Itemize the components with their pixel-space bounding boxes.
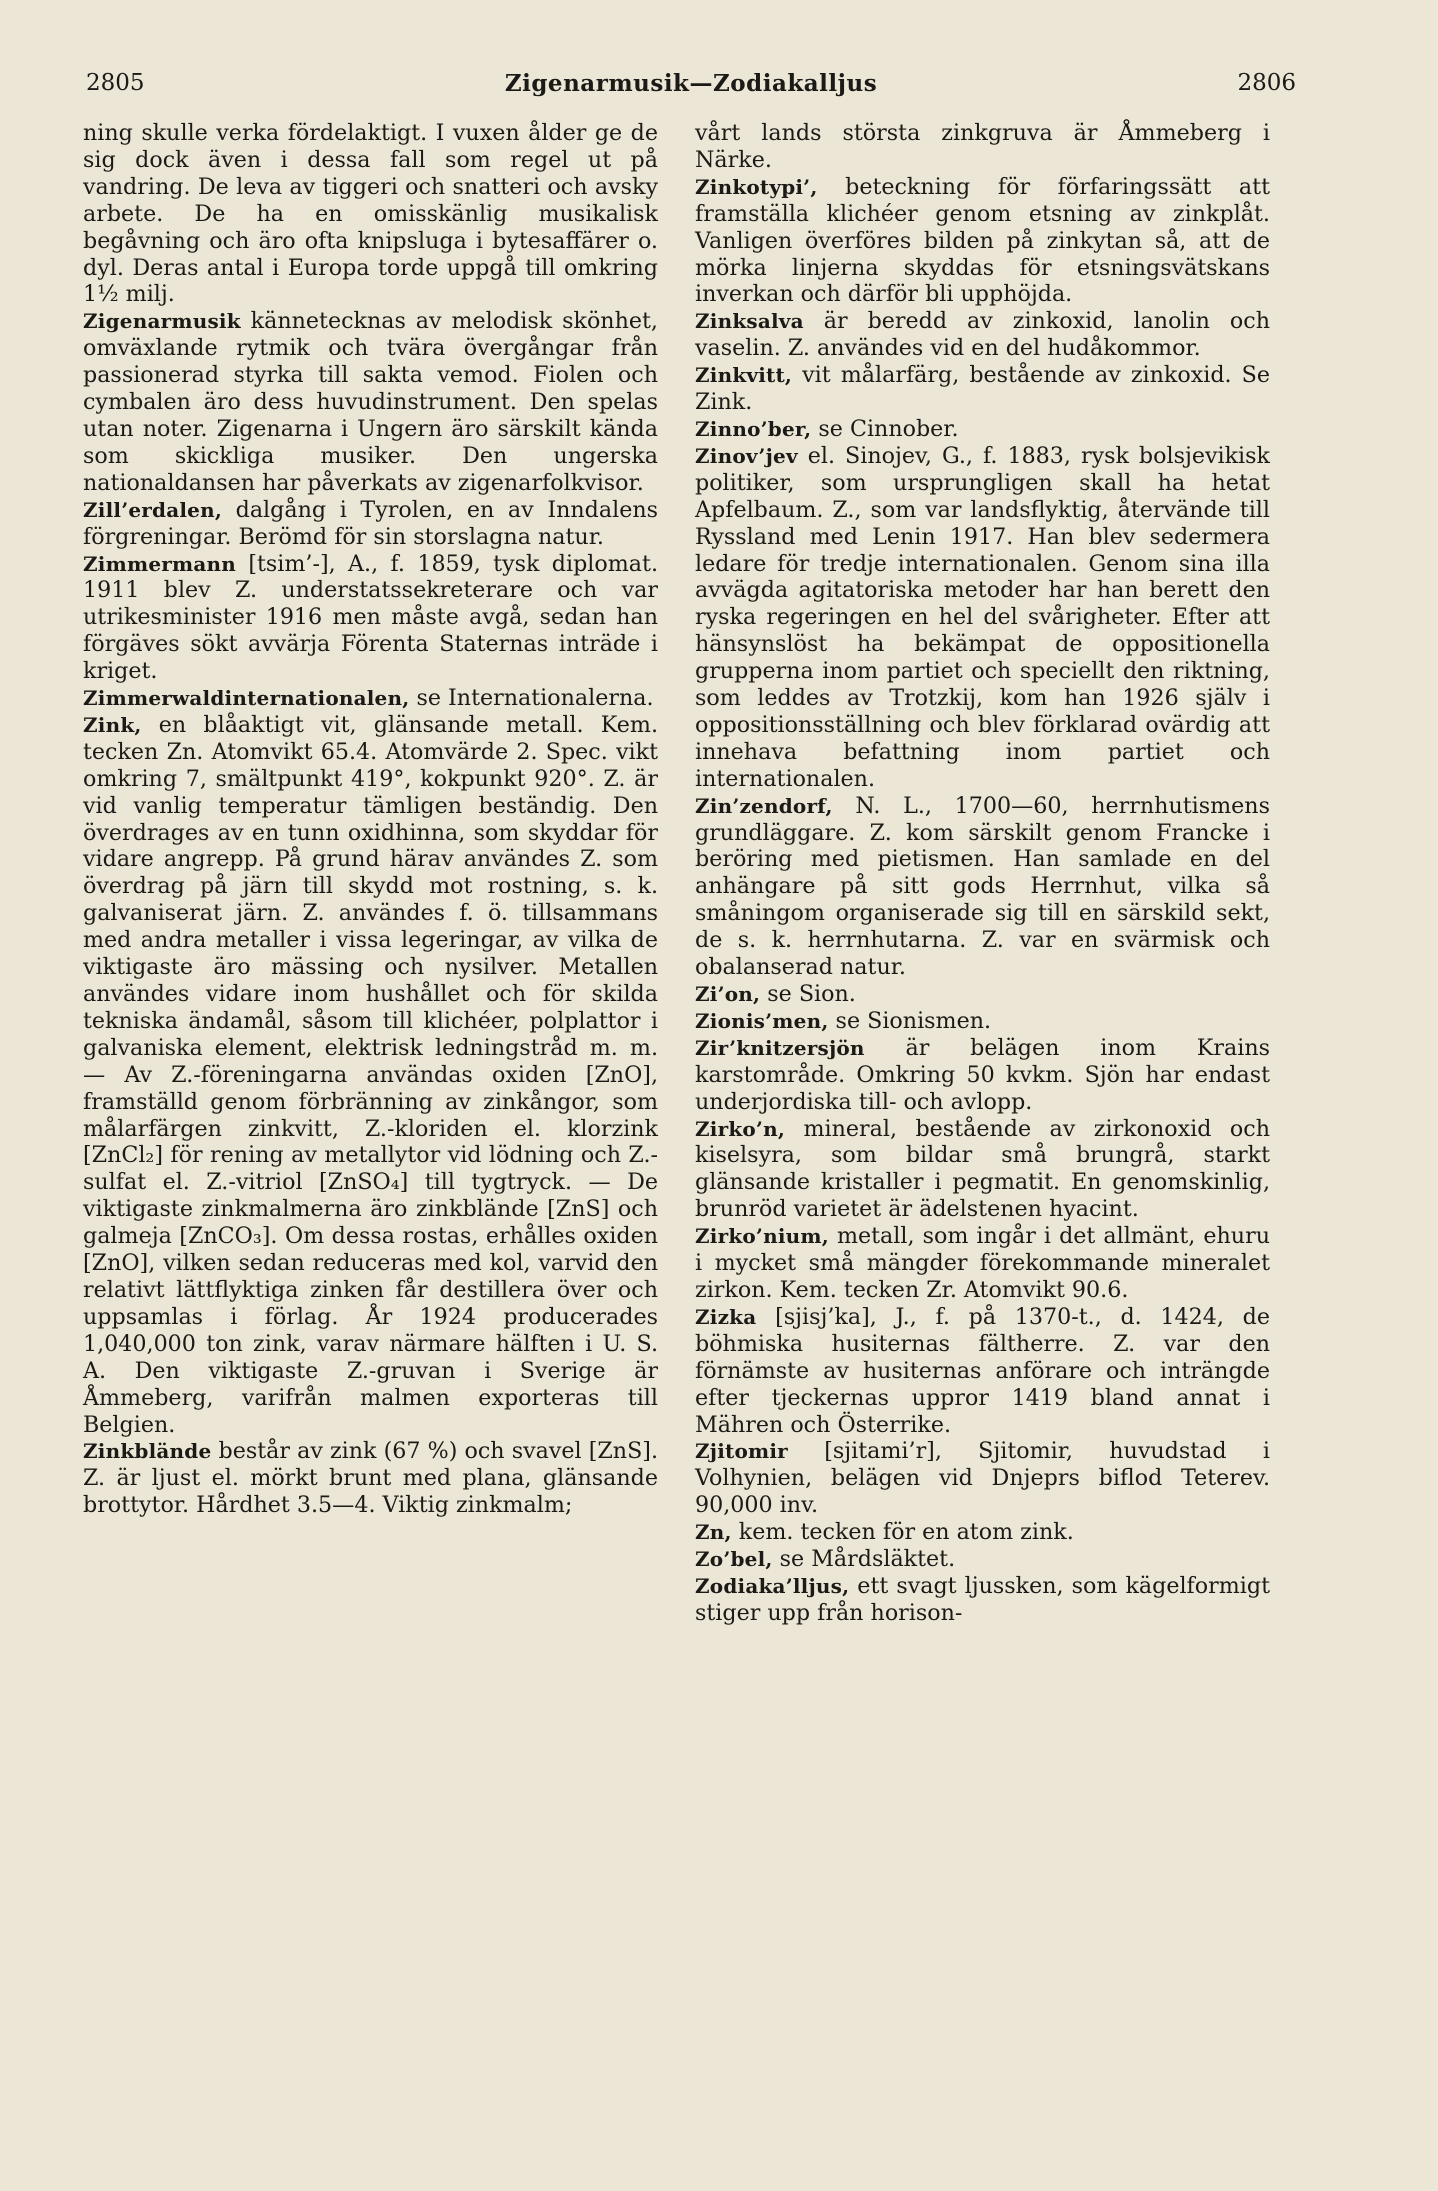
dictionary-entry (83, 685, 658, 712)
entry-text: metall, som ingår i det allmänt, ehuru i mycket små mängder förekommande mineralet zirkon. Kem. tecken Zr. Atomvikt 90.6. (695, 1223, 1270, 1303)
dictionary-entry (83, 712, 658, 1438)
entry-headword: Zinno’ber, (695, 416, 812, 441)
dictionary-entry (83, 1438, 658, 1519)
dictionary-entry (695, 1223, 1270, 1304)
dictionary-entry (695, 1116, 1270, 1224)
entry-headword: Zizka (695, 1304, 757, 1329)
entry-text: se Sionismen. (828, 1007, 992, 1034)
entry-headword: Zink, (83, 712, 142, 737)
dictionary-entry (695, 120, 1270, 174)
dictionary-entry (695, 1438, 1270, 1519)
entry-text: N. L., 1700—60, herrnhutismens grundläggare. Z. kom särskilt genom Francke i beröring med pietismen. Han samlade en del anhängare på sitt gods Herrnhut, vilka så småningom organiserade sig till en särskild sekt, de s. k. herrnhutarna. Z. var en svärmisk och obalanserad natur. (695, 792, 1270, 981)
entry-text: [tsim’-], A., f. 1859, tysk diplomat. 1911 blev Z. understatssekreterare och var utrikesminister 1916 men måste avgå, sedan han förgäves sökt avvärja Förenta Staternas inträde i kriget. (83, 550, 658, 685)
entry-headword: Zirko’nium, (695, 1224, 829, 1249)
entry-text: se Cinnober. (811, 415, 959, 442)
entry-text: se Sion. (760, 981, 856, 1007)
entry-headword: Zimmermann (83, 551, 236, 576)
dictionary-entry (695, 1008, 1270, 1035)
entry-text: är belägen inom Krains karstområde. Omkring 50 kvkm. Sjön har endast underjordiska till- och avlopp. (695, 1034, 1270, 1115)
entry-headword: Zinkblände (83, 1439, 212, 1464)
dictionary-entry (695, 1304, 1270, 1439)
entry-text: vårt lands största zinkgruva är Åmmeberg i Närke. (695, 120, 1270, 173)
entry-text: ning skulle verka fördelaktigt. I vuxen ålder ge de sig dock även i dessa fall som regel ut på vandring. De leva av tiggeri och snatteri och avsky arbete. De ha en omisskänlig musikalisk begåvning och äro ofta knipsluga i bytesaffärer o. dyl. Deras antal i Europa torde uppgå till omkring 1½ milj. (83, 120, 658, 308)
entry-headword: Zi’on, (695, 982, 761, 1006)
dictionary-entry (83, 497, 658, 551)
entry-headword: Zinksalva (695, 309, 804, 334)
dictionary-entry (695, 308, 1270, 362)
entry-text: se Mårdsläktet. (772, 1546, 956, 1573)
dictionary-entry (83, 551, 658, 686)
dictionary-entry (83, 308, 658, 496)
entry-text: [sjitami’r], Sjitomir, huvudstad i Volhynien, belägen vid Dnjeprs biflod Teterev. 90,000 inv. (695, 1438, 1270, 1519)
dictionary-entry (695, 1035, 1270, 1116)
entry-headword: Zodiaka’lljus, (695, 1573, 850, 1598)
entry-text: ett svagt ljussken, som kägelformigt stiger upp från horison- (695, 1572, 1270, 1626)
dictionary-entry (695, 1519, 1270, 1546)
left-column (83, 120, 658, 1519)
dictionary-entry (695, 362, 1270, 416)
entry-headword: Zo’bel, (695, 1547, 773, 1572)
entry-headword: Zimmerwaldinternationalen, (83, 686, 410, 711)
page-header (86, 70, 1296, 100)
entry-text: el. Sinojev, G., f. 1883, rysk bolsjevikisk politiker, som ursprungligen skall ha hetat Apfelbaum. Z., som var landsflyktig, återvände till Ryssland med Lenin 1917. Han blev sedermera ledare för tredje internationalen. Genom sina illa avvägda agitatoriska metoder har han berett den ryska regeringen en hel del svårigheter. Efter att hänsynslöst ha bekämpat de oppositionella grupperna inom partiet och speciellt den riktning, som leddes av Trotzkij, kom han 1926 själv i oppositionsställning och blev förklarad ovärdig att innehava befattning inom partiet och internationalen. (695, 442, 1270, 792)
entry-headword: Zinov’jev (695, 443, 798, 468)
page-number-left: 2805 (86, 70, 145, 96)
dictionary-entry (695, 416, 1270, 443)
entry-headword: Zir’knitzersjön (695, 1035, 865, 1060)
entry-headword: Zjitomir (695, 1439, 788, 1464)
entry-headword: Zinkvitt, (695, 363, 793, 388)
entry-text: [sjisj’ka], J., f. på 1370-t., d. 1424, de böhmiska husiternas fältherre. Z. var den förnämste av husiternas anförare och inträngde efter tjeckernas uppror 1419 bland annat i Mähren och Österrike. (695, 1303, 1270, 1438)
dictionary-entry (83, 120, 658, 308)
entry-headword: Zn, (695, 1520, 732, 1545)
entry-text: en blåaktigt vit, glänsande metall. Kem. tecken Zn. Atomvikt 65.4. Atomvärde 2. Spec. vikt omkring 7, smältpunkt 419°, kokpunkt 920°. Z. är vid vanlig temperatur tämligen beständig. Den överdrages av en tunn oxidhinna, som skyddar för vidare angrepp. På grund härav användes Z. som överdrag på järn till skydd mot rostning, s. k. galvaniserat järn. Z. användes f. ö. tillsammans med andra metaller i vissa legeringar, av vilka de viktigaste äro mässing och nysilver. Metallen användes vidare inom hushållet och för skilda tekniska ändamål, såsom till klichéer, polplattor i galvaniska element, elektrisk ledningstråd m. m. — Av Z.-föreningarna användas oxiden [ZnO], framställd genom förbränning av zinkångor, som målarfärgen zinkvitt, Z.-kloriden el. klorzink [ZnCl₂] för rening av metallytor vid lödning och Z.-sulfat el. Z.-vitriol [ZnSO₄] till tygtryck. — De viktigaste zinkmalmerna äro zinkblände [ZnS] och galmeja [ZnCO₃]. Om dessa rostas, erhålles oxiden [ZnO], vilken sedan reduceras med kol, varvid den relativt lättflyktiga zinken får destillera över och uppsamlas i förlag. År 1924 producerades 1,040,000 ton zink, varav närmare hälften i U. S. A. Den viktigaste Z.-gruvan i Sverige är Åmmeberg, varifrån malmen exporteras till Belgien. (83, 711, 658, 1438)
dictionary-entry (695, 1573, 1270, 1627)
entry-headword: Zin’zendorf, (695, 793, 833, 818)
entry-headword: Zirko’n, (695, 1116, 785, 1141)
entry-text: kem. tecken för en atom zink. (731, 1519, 1074, 1546)
entry-text: se Internationalerna. (409, 685, 654, 712)
page-number-right: 2806 (1237, 70, 1296, 96)
entry-text: vit målarfärg, bestående av zinkoxid. Se Zink. (695, 362, 1270, 416)
right-column (695, 120, 1270, 1627)
entry-text: mineral, bestående av zirkonoxid och kiselsyra, som bildar små brungrå, starkt glänsande kristaller i pegmatit. En genomskinlig, brunröd varietet är ädelstenen hyacint. (695, 1115, 1270, 1223)
dictionary-entry (695, 1546, 1270, 1573)
dictionary-entry (695, 981, 1270, 1008)
entry-headword: Zionis’men, (695, 1008, 829, 1033)
dictionary-entry (695, 793, 1270, 981)
running-title: Zigenarmusik—Zodiakalljus (504, 70, 878, 97)
entry-text: består av zink (67 %) och svavel [ZnS]. Z. är ljust el. mörkt brunt med plana, glänsande brottytor. Hårdhet 3.5—4. Viktig zinkmalm; (83, 1438, 658, 1519)
entry-text: kännetecknas av melodisk skönhet, omväxlande rytmik och tvära övergångar från passionerad styrka till sakta vemod. Fiolen och cymbalen äro dess huvudinstrument. Den spelas utan noter. Zigenarna i Ungern äro särskilt kända som skickliga musiker. Den ungerska nationaldansen har påverkats av zigenarfolkvisor. (83, 308, 658, 496)
entry-headword: Zinkotypi’, (695, 174, 818, 199)
entry-headword: Zigenarmusik (83, 309, 241, 334)
entry-headword: Zill’erdalen, (83, 497, 222, 522)
dictionary-entry (695, 174, 1270, 309)
dictionary-entry (695, 443, 1270, 793)
entry-text: beteckning för förfaringssätt att framställa klichéer genom etsning av zinkplåt. Vanligen överföres bilden på zinkytan så, att de mörka linjerna skyddas för etsningsvätskans inverkan och därför bli upphöjda. (695, 173, 1270, 308)
entry-text: dalgång i Tyrolen, en av Inndalens förgreningar. Berömd för sin storslagna natur. (83, 496, 658, 550)
entry-text: är beredd av zinkoxid, lanolin och vaselin. Z. användes vid en del hudåkommor. (695, 308, 1270, 362)
